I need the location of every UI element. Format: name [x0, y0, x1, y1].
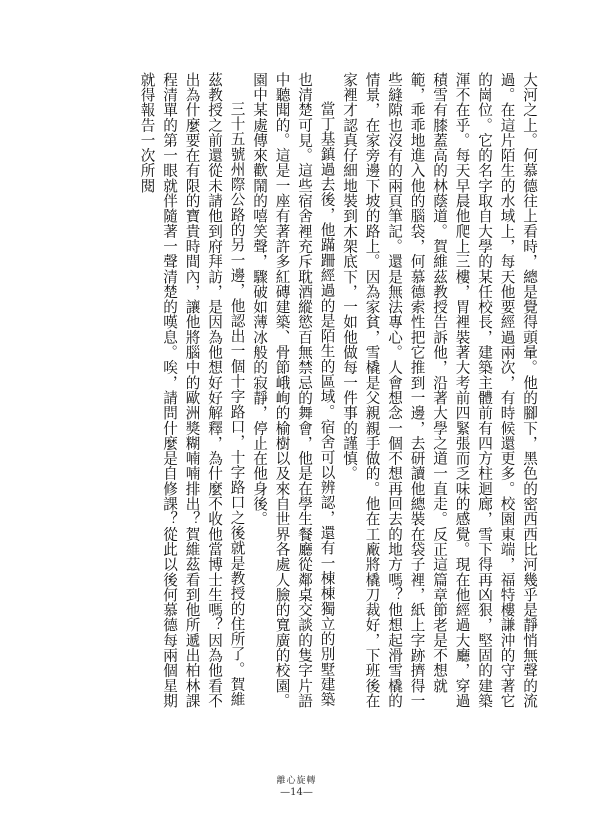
- page-number: —14—: [280, 787, 313, 798]
- paragraph: 大河之上。何慕德往上看時，總是覺得頭暈。他的腳下，黑色的密西西比河幾乎是靜悄無聲的流過。在這片陌生的水域上，每天他要經過兩次，有時候還更多。校園東端，福特樓謙沖的守著它的崗位。它的名字取自大學的某任校長，建築主體前有四方柱迴廊，雪下得再凶狠，堅固的建築渾不在乎。每天早晨他爬上三樓，胃裡裝著大考前四緊張而乏味的感覺。現在他經過大廳，穿過積雪有膝蓋高的林蔭道。賀維茲教授告訴他，沿著大學之道一直走。反正這篇章節老是不想就範，乖乖地進入他的腦袋，何慕德索性把它推到一邊，去研讀他總裝在袋子裡，紙上字跡擠得一些縫隙也沒有的兩頁筆記。還是無法專心。人會想念一個不想再回去的地方嗎？他想起滑雪橇的情景，在家旁邊下坡的路上。因為家貧，雪橇是父親親手做的。他在工廠將橇刀裁好，下班後在家裡才認真仔細地裝到木架底下，一如他做每一件事的謹慎。: [341, 72, 538, 709]
- running-title: 離心旋轉: [276, 776, 317, 786]
- paragraph: 當丁基鎮過去後，他蹣跚經過的是陌生的區域。宿舍可以辨認，還有一棟棟獨立的別墅建築也清楚可見。這些宿舍裡充斥耽酒縱慾百無禁忌的舞會，他是在學生餐廳從鄰桌交談的隻字片語中聽聞的。這是一座有著許多紅磚建築、骨節峨峋的榆樹以及來自世界各處人臉的寬廣的校園。園中某處傳來歡鬧的嘻笑聲，驟破如薄冰般的寂靜，停止在他身後。: [251, 72, 336, 709]
- vertical-text-body: [62, 72, 540, 712]
- paragraph: 三十五號州際公路的另一邊，他認出一個十字路口，十字路口之後就是教授的住所了。賀維茲教授之前還從未請他到府拜訪，是因為他想好好解釋，為什麼不收他當博士生嗎？因為他看不出為什麼要在有限的寶貴時間內，讓他將腦中的歐洲獎糊喃喃排出？賀維茲看到他所遞出柏林課程清單的第一眼就伴隨著一聲清楚的嘆息。唉，請問什麼是自修課？從此以後何慕德每兩個星期就得報告一次所閱: [138, 72, 246, 709]
